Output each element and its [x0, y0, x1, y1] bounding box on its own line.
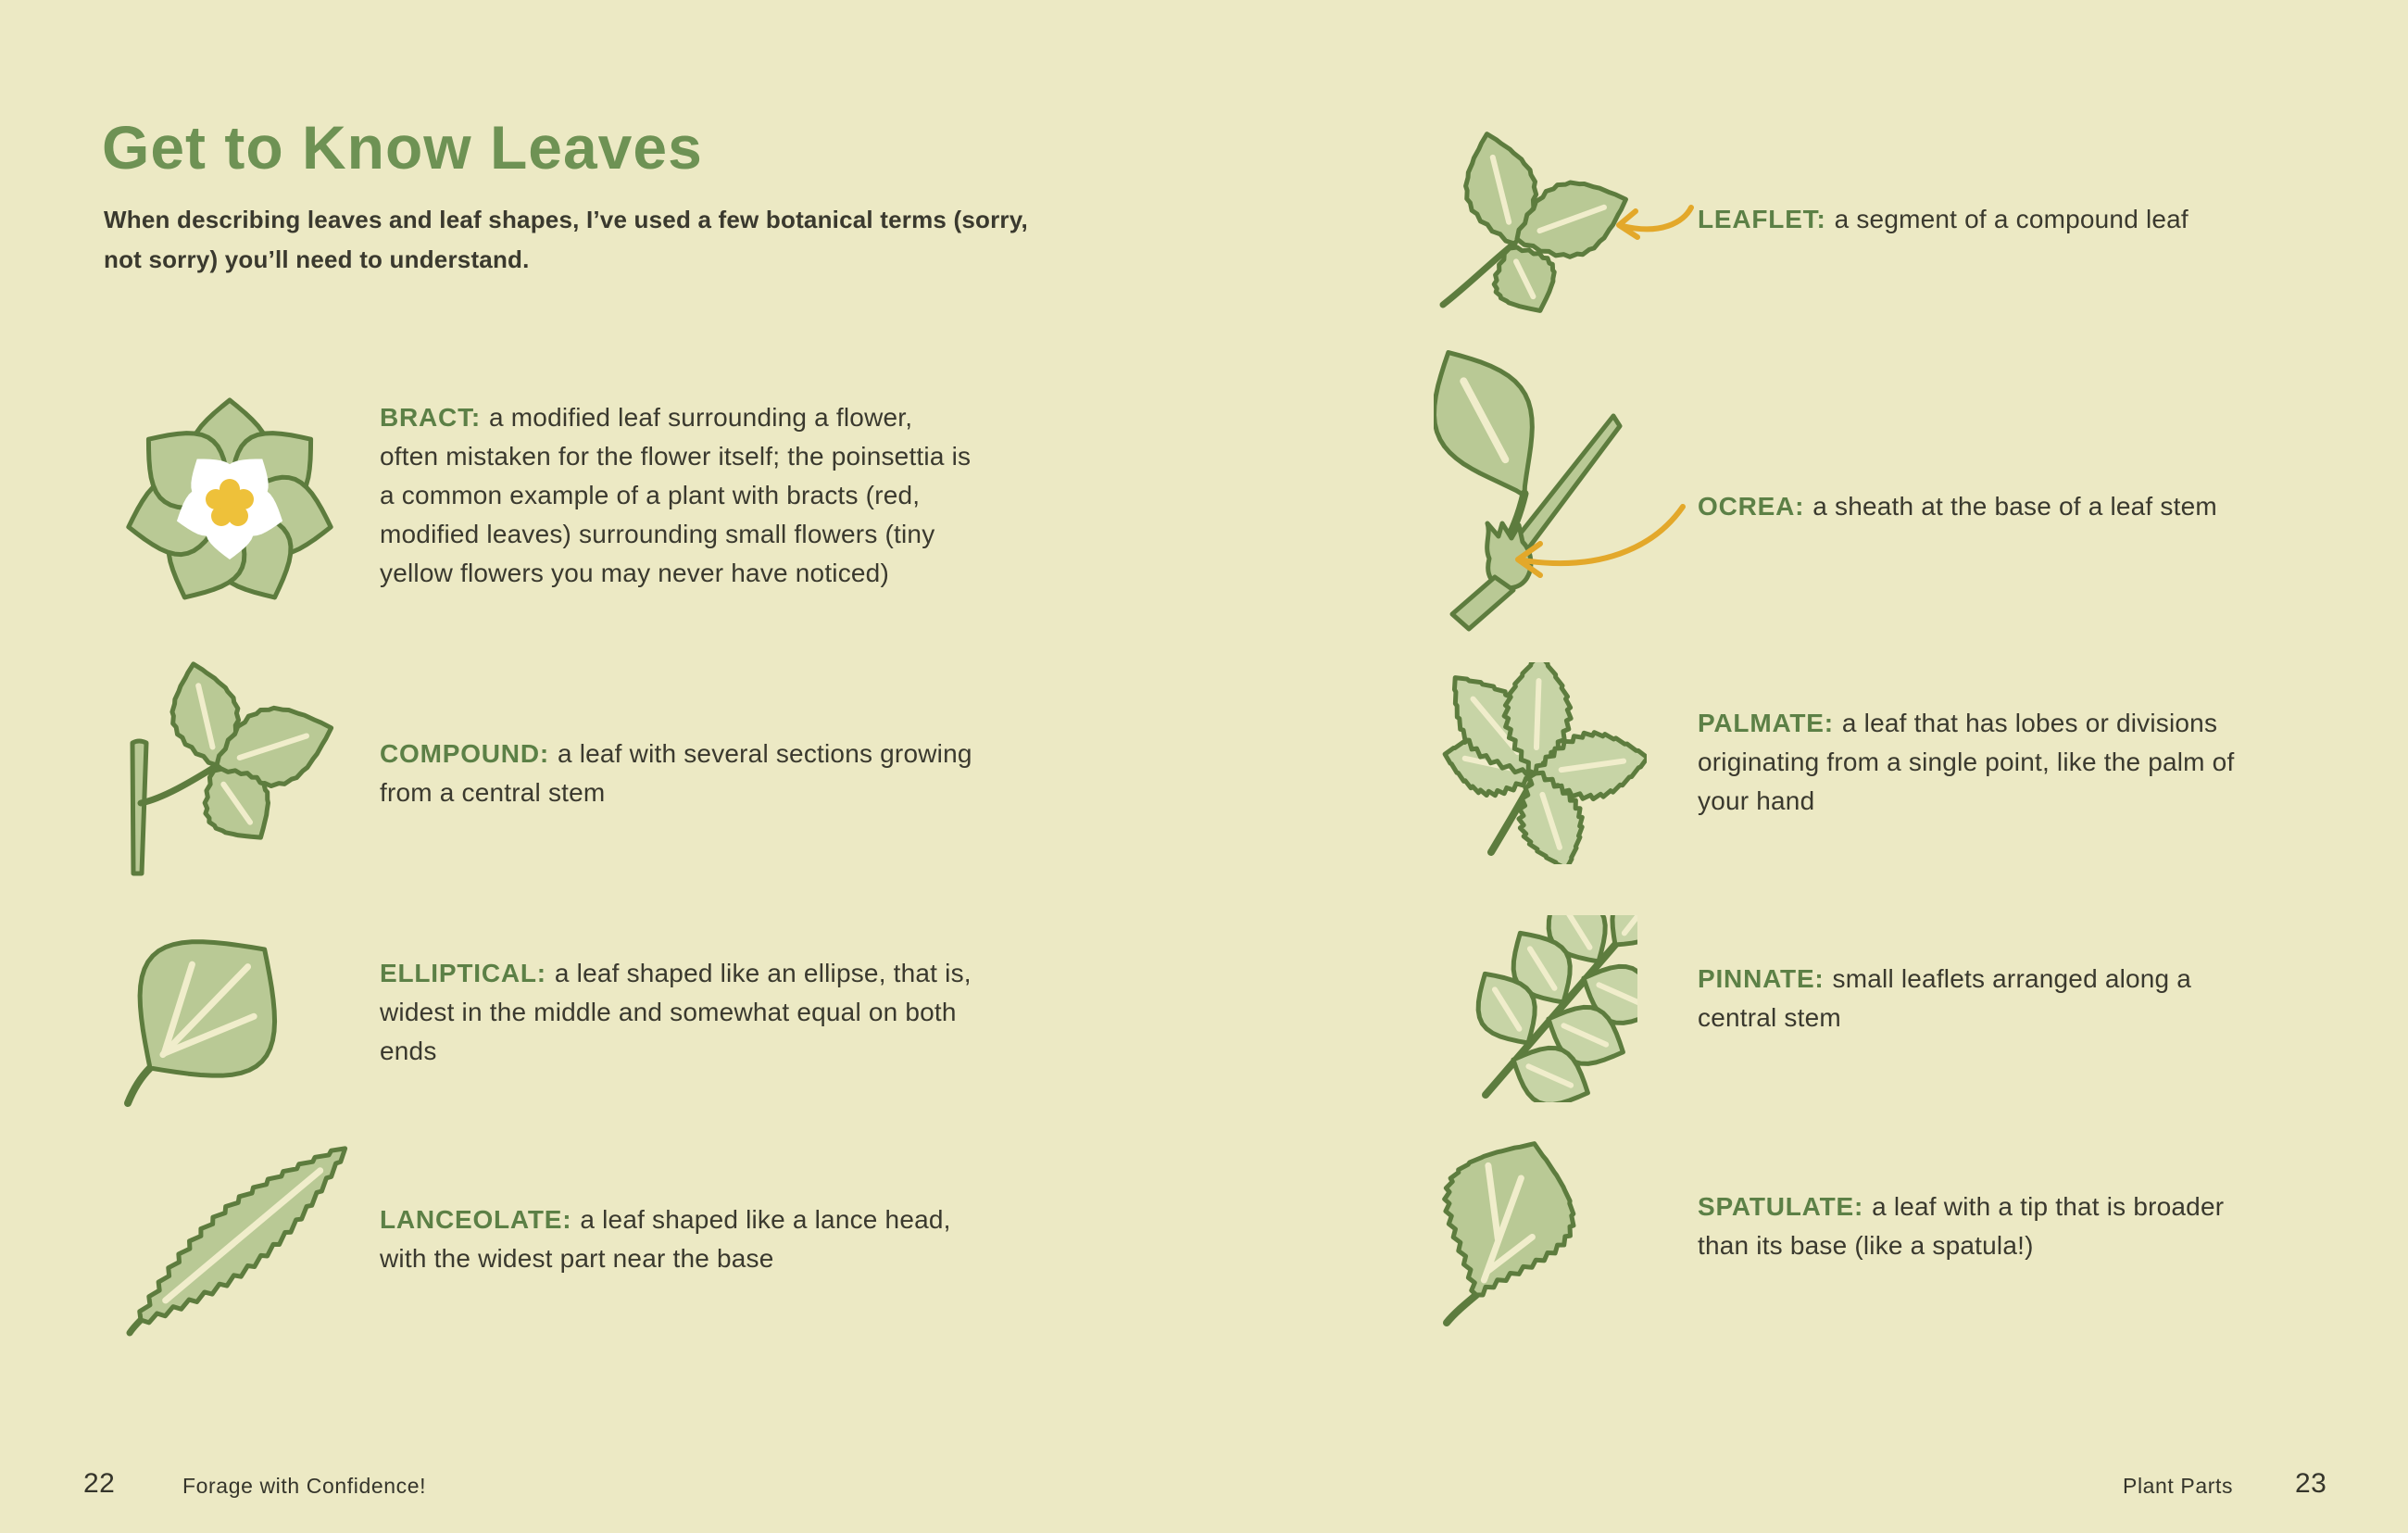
lanceolate-leaf-illustration	[126, 1135, 359, 1337]
entry-compound	[380, 735, 972, 812]
entry-palmate	[1698, 704, 2253, 821]
entry-leaflet	[1698, 200, 2189, 239]
term-definition: a leaf that has lobes or divisions originating from a single point, like the palm of your hand	[1698, 709, 2235, 815]
page-number-left: 22	[83, 1468, 116, 1499]
term-definition: a leaf shaped like a lance head, with the widest part near the base	[380, 1205, 951, 1273]
leaflet-pointer-arrow-icon	[1610, 196, 1695, 247]
compound-leaf-illustration	[126, 660, 346, 877]
intro-text: When describing leaves and leaf shapes, I’ve used a few botanical terms (sorry, not sorry) you’ll need to understand.	[104, 206, 1028, 273]
term-label: LEAFLET:	[1698, 205, 1826, 233]
entry-bract	[380, 398, 972, 593]
term-label: ELLIPTICAL:	[380, 959, 546, 987]
term-definition: a sheath at the base of a leaf stem	[1812, 492, 2217, 521]
palmate-leaf-illustration	[1434, 662, 1647, 864]
term-label: PINNATE:	[1698, 964, 1825, 993]
bract-flower-illustration	[113, 389, 346, 619]
term-label: COMPOUND:	[380, 739, 549, 768]
book-title-footer: Forage with Confidence!	[182, 1474, 427, 1498]
term-label: BRACT:	[380, 403, 482, 432]
term-definition: a segment of a compound leaf	[1834, 205, 2189, 233]
section-title-footer: Plant Parts	[2123, 1474, 2234, 1498]
term-definition: a leaf with a tip that is broader than its base (like a spatula!)	[1698, 1192, 2225, 1260]
pinnate-leaf-illustration	[1424, 915, 1637, 1102]
entry-spatulate	[1698, 1187, 2276, 1265]
term-definition: small leaflets arranged along a central stem	[1698, 964, 2192, 1032]
entry-pinnate	[1698, 960, 2202, 1037]
term-label: OCREA:	[1698, 492, 1805, 521]
term-label: PALMATE:	[1698, 709, 1834, 737]
page-title: Get to Know Leaves	[102, 113, 703, 182]
page-number-right: 23	[2295, 1468, 2327, 1499]
elliptical-leaf-illustration	[120, 912, 306, 1109]
term-definition: a leaf shaped like an ellipse, that is, widest in the middle and somewhat equal on both ends	[380, 959, 972, 1065]
entry-ocrea	[1698, 487, 2217, 526]
term-definition: a leaf with several sections growing from a central stem	[380, 739, 972, 807]
ocrea-pointer-arrow-icon	[1505, 496, 1690, 581]
term-label: SPATULATE:	[1698, 1192, 1864, 1221]
term-label: LANCEOLATE:	[380, 1205, 572, 1234]
entry-lanceolate	[380, 1200, 972, 1278]
term-definition: a modified leaf surrounding a flower, often mistaken for the flower itself; the poinsettia is a common example of a plant with bracts (red, modified leaves) surrounding small flowers (tiny yellow flowers you may never have noticed)	[380, 403, 972, 587]
spatulate-leaf-illustration	[1437, 1139, 1634, 1326]
ocrea-diagram-illustration	[1434, 336, 1661, 635]
entry-elliptical	[380, 954, 972, 1071]
